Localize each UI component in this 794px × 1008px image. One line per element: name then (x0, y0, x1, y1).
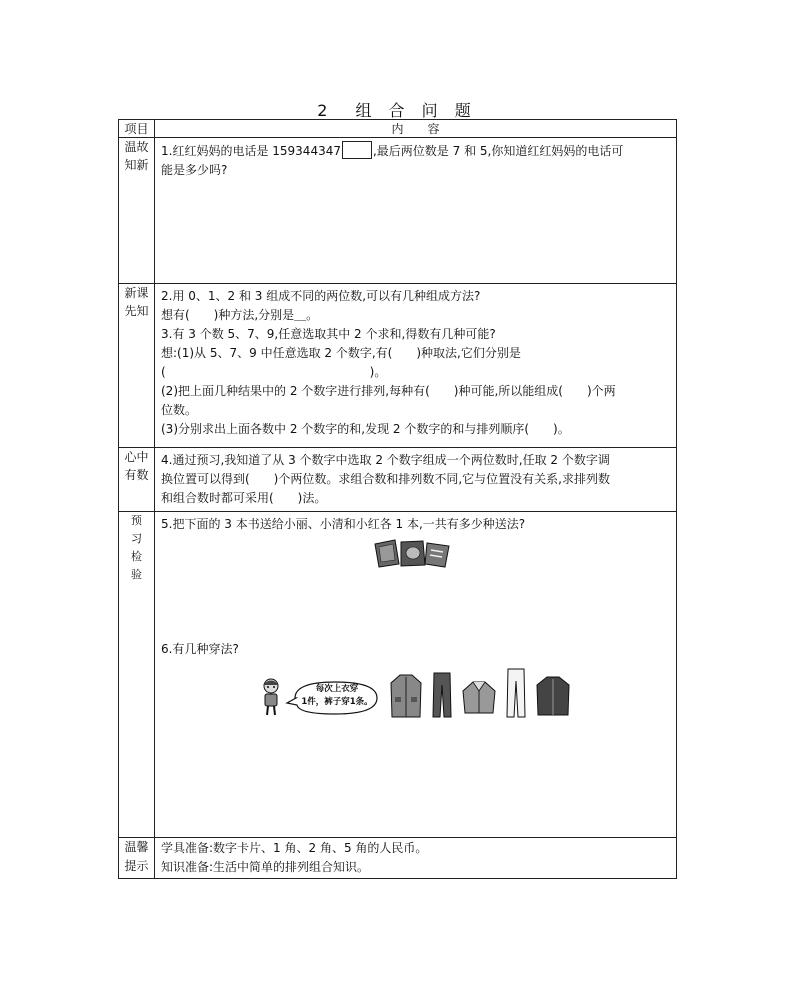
check-label-char: 习 (131, 532, 142, 545)
preview-line: 3.有 3 个数 5、7、9,任意选取其中 2 个求和,得数有几种可能? (161, 327, 496, 341)
white-trousers-icon (505, 667, 527, 719)
preview-line: (3)分别求出上面各数中 2 个数字的和,发现 2 个数字的和与排列顺序( )。 (161, 422, 570, 436)
books-illustration (373, 538, 670, 568)
dark-jacket-icon (535, 675, 571, 717)
mind-label-line1: 心中 (124, 450, 149, 464)
header-item: 项目 (119, 120, 155, 138)
preview-line: 想:(1)从 5、7、9 中任意选取 2 个数字,有( )种取法,它们分别是 (161, 346, 521, 360)
mind-label-line2: 有数 (124, 468, 149, 482)
mind-line: 4.通过预习,我知道了从 3 个数字中选取 2 个数字组成一个两位数时,任取 2 个数字调 (161, 453, 610, 467)
review-label-line2: 知新 (124, 158, 149, 172)
check-label-char: 预 (131, 514, 142, 527)
preview-label-line1: 新课 (124, 286, 149, 300)
mind-label (119, 448, 155, 512)
mind-row (119, 448, 677, 512)
preview-label-line2: 先知 (124, 304, 149, 318)
mind-content (155, 448, 677, 512)
review-label-line1: 温故 (124, 140, 149, 154)
preview-line: (2)把上面几种结果中的 2 个数字进行排列,每种有( )种可能,所以能组成( )个两 (161, 384, 616, 398)
check-label (119, 512, 155, 838)
girl-icon (259, 677, 283, 717)
preview-row (119, 284, 677, 448)
books-icon (373, 538, 453, 568)
header-row (119, 120, 677, 138)
question-5: 5.把下面的 3 本书送给小丽、小清和小红各 1 本,一共有多少种送法? (161, 517, 526, 531)
question-1 (161, 141, 670, 161)
question-1-suffix: ,最后两位数是 7 和 5,你知道红红妈妈的电话可 (372, 144, 624, 158)
trousers-icon (431, 671, 453, 719)
tips-label-line1: 温馨 (124, 840, 149, 854)
check-row (119, 512, 677, 838)
tips-line-1: 学具准备:数字卡片、1 角、2 角、5 角的人民币。 (161, 841, 428, 855)
question-1-line2: 能是多少吗? (161, 163, 228, 177)
bubble-line-1: 每次上衣穿 (315, 684, 359, 694)
header-content: 内 容 (155, 120, 677, 138)
check-content (155, 512, 677, 838)
review-row (119, 138, 677, 284)
answer-blank-box[interactable] (342, 141, 372, 159)
question-1-prefix: 1.红红妈妈的电话是 159344347 (161, 144, 341, 158)
tips-label-line2: 提示 (124, 859, 149, 873)
preview-content (155, 284, 677, 448)
tips-label (119, 838, 155, 879)
bubble-line-2: 1件，裤子穿1条。 (301, 697, 373, 707)
preview-label (119, 284, 155, 448)
speech-bubble-text (299, 683, 375, 709)
review-label (119, 138, 155, 284)
preview-line: ( )。 (161, 365, 387, 379)
mind-line: 换位置可以得到( )个两位数。求组合数和排列数不同,它与位置没有关系,求排列数 (161, 472, 610, 486)
worksheet-table (118, 119, 677, 879)
jacket-icon (389, 673, 423, 719)
clothes-illustration (161, 667, 670, 727)
check-label-char: 验 (131, 568, 142, 581)
coat-icon (461, 679, 497, 715)
tips-content (155, 838, 677, 879)
preview-line: 2.用 0、1、2 和 3 组成不同的两位数,可以有几种组成方法? (161, 289, 481, 303)
question-6: 6.有几种穿法? (161, 642, 239, 656)
tips-row (119, 838, 677, 879)
page-title: 2 组 合 问 题 (317, 101, 477, 120)
preview-line: 位数。 (161, 403, 198, 417)
tips-line-2: 知识准备:生活中简单的排列组合知识。 (161, 860, 370, 874)
preview-line: 想有( )种方法,分别是＿。 (161, 308, 319, 322)
review-content (155, 138, 677, 284)
check-label-char: 检 (131, 550, 142, 563)
mind-line: 和组合数时都可采用( )法。 (161, 491, 327, 505)
